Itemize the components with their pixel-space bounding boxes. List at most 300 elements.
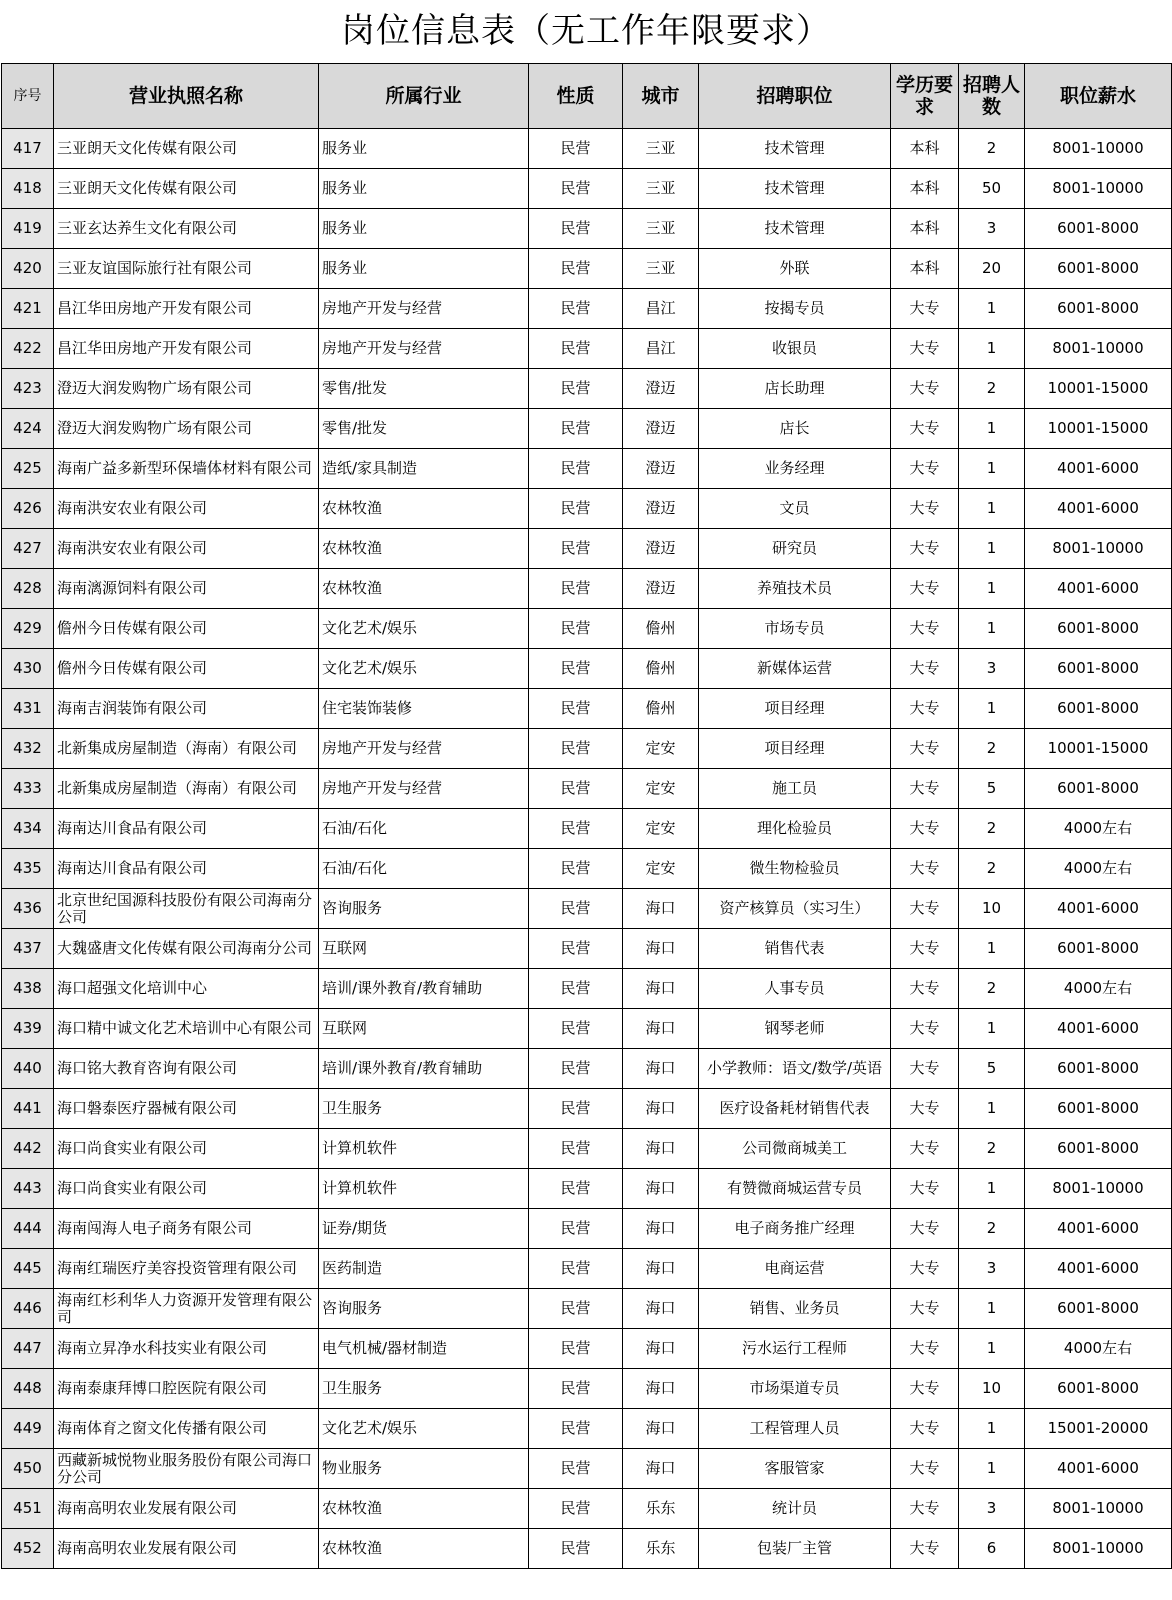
- cell-position: 店长: [699, 409, 891, 449]
- cell-seq: 441: [2, 1089, 54, 1129]
- cell-position: 市场渠道专员: [699, 1369, 891, 1409]
- cell-count: 1: [959, 449, 1025, 489]
- cell-seq: 440: [2, 1049, 54, 1089]
- header-education: 学历要求: [891, 64, 959, 129]
- cell-nature: 民营: [529, 929, 623, 969]
- cell-industry: 住宅装饰装修: [319, 689, 529, 729]
- header-salary: 职位薪水: [1025, 64, 1172, 129]
- cell-company: 海南泰康拜博口腔医院有限公司: [54, 1369, 319, 1409]
- cell-seq: 420: [2, 249, 54, 289]
- cell-position: 电商运营: [699, 1249, 891, 1289]
- cell-company: 西藏新城悦物业服务股份有限公司海口分公司: [54, 1449, 319, 1489]
- cell-city: 海口: [623, 1449, 699, 1489]
- table-row: [2, 1129, 1172, 1169]
- cell-city: 澄迈: [623, 409, 699, 449]
- cell-salary: 6001-8000: [1025, 209, 1172, 249]
- cell-count: 1: [959, 1009, 1025, 1049]
- cell-industry: 电气机械/器材制造: [319, 1329, 529, 1369]
- cell-nature: 民营: [529, 649, 623, 689]
- table-row: [2, 1169, 1172, 1209]
- table-row: [2, 1049, 1172, 1089]
- cell-nature: 民营: [529, 1049, 623, 1089]
- cell-nature: 民营: [529, 849, 623, 889]
- cell-nature: 民营: [529, 1209, 623, 1249]
- cell-city: 海口: [623, 1329, 699, 1369]
- cell-salary: 6001-8000: [1025, 1049, 1172, 1089]
- cell-position: 资产核算员（实习生）: [699, 889, 891, 929]
- cell-seq: 431: [2, 689, 54, 729]
- cell-nature: 民营: [529, 809, 623, 849]
- cell-seq: 439: [2, 1009, 54, 1049]
- cell-position: 销售代表: [699, 929, 891, 969]
- cell-count: 3: [959, 1249, 1025, 1289]
- cell-industry: 服务业: [319, 169, 529, 209]
- cell-education: 大专: [891, 1529, 959, 1569]
- cell-company: 海南洪安农业有限公司: [54, 529, 319, 569]
- cell-seq: 445: [2, 1249, 54, 1289]
- cell-salary: 6001-8000: [1025, 609, 1172, 649]
- cell-position: 包装厂主管: [699, 1529, 891, 1569]
- cell-nature: 民营: [529, 1129, 623, 1169]
- cell-seq: 425: [2, 449, 54, 489]
- cell-position: 文员: [699, 489, 891, 529]
- cell-seq: 449: [2, 1409, 54, 1449]
- cell-salary: 8001-10000: [1025, 329, 1172, 369]
- cell-company: 海南高明农业发展有限公司: [54, 1489, 319, 1529]
- cell-seq: 433: [2, 769, 54, 809]
- cell-nature: 民营: [529, 449, 623, 489]
- cell-city: 定安: [623, 809, 699, 849]
- table-row: [2, 649, 1172, 689]
- cell-nature: 民营: [529, 609, 623, 649]
- cell-city: 澄迈: [623, 569, 699, 609]
- cell-seq: 424: [2, 409, 54, 449]
- cell-company: 三亚朗天文化传媒有限公司: [54, 129, 319, 169]
- cell-industry: 服务业: [319, 129, 529, 169]
- cell-nature: 民营: [529, 1409, 623, 1449]
- cell-education: 大专: [891, 609, 959, 649]
- cell-city: 海口: [623, 969, 699, 1009]
- cell-city: 澄迈: [623, 449, 699, 489]
- cell-count: 1: [959, 1169, 1025, 1209]
- cell-education: 大专: [891, 1329, 959, 1369]
- cell-position: 工程管理人员: [699, 1409, 891, 1449]
- cell-seq: 418: [2, 169, 54, 209]
- cell-seq: 428: [2, 569, 54, 609]
- table-body: [2, 129, 1172, 1569]
- cell-company: 海南立昇净水科技实业有限公司: [54, 1329, 319, 1369]
- cell-count: 1: [959, 929, 1025, 969]
- cell-company: 儋州今日传媒有限公司: [54, 649, 319, 689]
- cell-position: 项目经理: [699, 729, 891, 769]
- cell-salary: 6001-8000: [1025, 1289, 1172, 1329]
- cell-nature: 民营: [529, 489, 623, 529]
- cell-industry: 文化艺术/娱乐: [319, 1409, 529, 1449]
- cell-company: 海口尚食实业有限公司: [54, 1169, 319, 1209]
- cell-position: 钢琴老师: [699, 1009, 891, 1049]
- cell-count: 6: [959, 1529, 1025, 1569]
- cell-education: 大专: [891, 1089, 959, 1129]
- table-row: [2, 889, 1172, 929]
- cell-industry: 医药制造: [319, 1249, 529, 1289]
- cell-company: 海口超强文化培训中心: [54, 969, 319, 1009]
- cell-count: 1: [959, 1449, 1025, 1489]
- cell-company: 昌江华田房地产开发有限公司: [54, 289, 319, 329]
- cell-company: 海南闯海人电子商务有限公司: [54, 1209, 319, 1249]
- cell-count: 1: [959, 329, 1025, 369]
- cell-salary: 4001-6000: [1025, 1209, 1172, 1249]
- cell-nature: 民营: [529, 409, 623, 449]
- cell-education: 大专: [891, 849, 959, 889]
- cell-seq: 419: [2, 209, 54, 249]
- cell-position: 统计员: [699, 1489, 891, 1529]
- cell-salary: 10001-15000: [1025, 369, 1172, 409]
- cell-education: 大专: [891, 1049, 959, 1089]
- cell-salary: 15001-20000: [1025, 1409, 1172, 1449]
- cell-education: 大专: [891, 449, 959, 489]
- cell-position: 电子商务推广经理: [699, 1209, 891, 1249]
- cell-education: 大专: [891, 649, 959, 689]
- cell-city: 海口: [623, 1409, 699, 1449]
- cell-city: 定安: [623, 849, 699, 889]
- header-position: 招聘职位: [699, 64, 891, 129]
- cell-education: 本科: [891, 209, 959, 249]
- cell-city: 海口: [623, 889, 699, 929]
- cell-count: 2: [959, 969, 1025, 1009]
- cell-position: 微生物检验员: [699, 849, 891, 889]
- cell-city: 海口: [623, 1089, 699, 1129]
- cell-position: 技术管理: [699, 129, 891, 169]
- cell-salary: 4001-6000: [1025, 449, 1172, 489]
- table-row: [2, 249, 1172, 289]
- cell-nature: 民营: [529, 1169, 623, 1209]
- table-row: [2, 849, 1172, 889]
- table-row: [2, 689, 1172, 729]
- cell-seq: 427: [2, 529, 54, 569]
- table-row: [2, 729, 1172, 769]
- cell-industry: 互联网: [319, 1009, 529, 1049]
- cell-company: 昌江华田房地产开发有限公司: [54, 329, 319, 369]
- cell-seq: 422: [2, 329, 54, 369]
- cell-nature: 民营: [529, 129, 623, 169]
- cell-company: 海南洪安农业有限公司: [54, 489, 319, 529]
- cell-company: 海口尚食实业有限公司: [54, 1129, 319, 1169]
- cell-city: 儋州: [623, 609, 699, 649]
- cell-count: 1: [959, 1089, 1025, 1129]
- table-row: [2, 1529, 1172, 1569]
- cell-city: 三亚: [623, 249, 699, 289]
- cell-industry: 房地产开发与经营: [319, 729, 529, 769]
- cell-count: 2: [959, 849, 1025, 889]
- cell-education: 大专: [891, 529, 959, 569]
- cell-seq: 426: [2, 489, 54, 529]
- cell-seq: 446: [2, 1289, 54, 1329]
- cell-industry: 物业服务: [319, 1449, 529, 1489]
- cell-education: 大专: [891, 409, 959, 449]
- cell-nature: 民营: [529, 689, 623, 729]
- cell-salary: 4000左右: [1025, 969, 1172, 1009]
- cell-position: 技术管理: [699, 169, 891, 209]
- cell-salary: 8001-10000: [1025, 129, 1172, 169]
- table-row: [2, 969, 1172, 1009]
- cell-count: 1: [959, 609, 1025, 649]
- cell-position: 医疗设备耗材销售代表: [699, 1089, 891, 1129]
- cell-nature: 民营: [529, 1089, 623, 1129]
- header-seq: 序号: [2, 64, 54, 129]
- cell-company: 三亚友谊国际旅行社有限公司: [54, 249, 319, 289]
- cell-salary: 10001-15000: [1025, 729, 1172, 769]
- cell-industry: 互联网: [319, 929, 529, 969]
- cell-nature: 民营: [529, 729, 623, 769]
- cell-count: 2: [959, 809, 1025, 849]
- cell-city: 昌江: [623, 289, 699, 329]
- table-row: [2, 1369, 1172, 1409]
- cell-position: 业务经理: [699, 449, 891, 489]
- cell-position: 人事专员: [699, 969, 891, 1009]
- cell-education: 大专: [891, 489, 959, 529]
- table-row: [2, 489, 1172, 529]
- page-title: 岗位信息表（无工作年限要求）: [341, 11, 831, 51]
- cell-company: 海南达川食品有限公司: [54, 849, 319, 889]
- cell-nature: 民营: [529, 1449, 623, 1489]
- cell-salary: 8001-10000: [1025, 1169, 1172, 1209]
- cell-industry: 农林牧渔: [319, 489, 529, 529]
- cell-count: 20: [959, 249, 1025, 289]
- cell-education: 大专: [891, 1369, 959, 1409]
- cell-salary: 4000左右: [1025, 809, 1172, 849]
- cell-education: 大专: [891, 1249, 959, 1289]
- cell-seq: 447: [2, 1329, 54, 1369]
- cell-position: 客服管家: [699, 1449, 891, 1489]
- cell-position: 市场专员: [699, 609, 891, 649]
- cell-position: 小学教师：语文/数学/英语: [699, 1049, 891, 1089]
- cell-education: 大专: [891, 1489, 959, 1529]
- cell-salary: 6001-8000: [1025, 289, 1172, 329]
- header-industry: 所属行业: [319, 64, 529, 129]
- table-row: [2, 169, 1172, 209]
- cell-nature: 民营: [529, 169, 623, 209]
- cell-position: 理化检验员: [699, 809, 891, 849]
- table-row: [2, 1089, 1172, 1129]
- cell-education: 大专: [891, 729, 959, 769]
- table-row: [2, 329, 1172, 369]
- cell-company: 海口精中诚文化艺术培训中心有限公司: [54, 1009, 319, 1049]
- cell-education: 大专: [891, 1289, 959, 1329]
- cell-city: 定安: [623, 729, 699, 769]
- header-company: 营业执照名称: [54, 64, 319, 129]
- cell-industry: 造纸/家具制造: [319, 449, 529, 489]
- cell-education: 大专: [891, 569, 959, 609]
- cell-company: 北新集成房屋制造（海南）有限公司: [54, 729, 319, 769]
- table-row: [2, 769, 1172, 809]
- cell-salary: 8001-10000: [1025, 169, 1172, 209]
- cell-position: 按揭专员: [699, 289, 891, 329]
- cell-city: 海口: [623, 1249, 699, 1289]
- table-row: [2, 609, 1172, 649]
- cell-education: 本科: [891, 249, 959, 289]
- cell-company: 儋州今日传媒有限公司: [54, 609, 319, 649]
- cell-company: 海南体育之窗文化传播有限公司: [54, 1409, 319, 1449]
- cell-city: 乐东: [623, 1529, 699, 1569]
- cell-position: 有赞微商城运营专员: [699, 1169, 891, 1209]
- cell-city: 海口: [623, 1289, 699, 1329]
- cell-nature: 民营: [529, 329, 623, 369]
- cell-company: 海南红杉利华人力资源开发管理有限公司: [54, 1289, 319, 1329]
- header-count: 招聘人数: [959, 64, 1025, 129]
- cell-industry: 农林牧渔: [319, 569, 529, 609]
- cell-education: 本科: [891, 129, 959, 169]
- cell-count: 1: [959, 1289, 1025, 1329]
- cell-industry: 证券/期货: [319, 1209, 529, 1249]
- cell-company: 海口磐泰医疗器械有限公司: [54, 1089, 319, 1129]
- cell-city: 乐东: [623, 1489, 699, 1529]
- cell-seq: 421: [2, 289, 54, 329]
- cell-education: 大专: [891, 1009, 959, 1049]
- cell-city: 儋州: [623, 689, 699, 729]
- cell-nature: 民营: [529, 1369, 623, 1409]
- cell-nature: 民营: [529, 569, 623, 609]
- cell-salary: 6001-8000: [1025, 929, 1172, 969]
- cell-company: 大魏盛唐文化传媒有限公司海南分公司: [54, 929, 319, 969]
- cell-education: 大专: [891, 969, 959, 1009]
- cell-salary: 4000左右: [1025, 849, 1172, 889]
- cell-salary: 6001-8000: [1025, 769, 1172, 809]
- cell-seq: 448: [2, 1369, 54, 1409]
- cell-education: 大专: [891, 289, 959, 329]
- cell-city: 澄迈: [623, 369, 699, 409]
- cell-count: 1: [959, 569, 1025, 609]
- cell-count: 5: [959, 1049, 1025, 1089]
- cell-seq: 434: [2, 809, 54, 849]
- cell-city: 三亚: [623, 129, 699, 169]
- table-row: [2, 129, 1172, 169]
- cell-count: 10: [959, 889, 1025, 929]
- table-row: [2, 1289, 1172, 1329]
- cell-seq: 436: [2, 889, 54, 929]
- cell-company: 三亚玄达养生文化有限公司: [54, 209, 319, 249]
- cell-company: 北新集成房屋制造（海南）有限公司: [54, 769, 319, 809]
- cell-nature: 民营: [529, 529, 623, 569]
- cell-salary: 4001-6000: [1025, 569, 1172, 609]
- cell-industry: 文化艺术/娱乐: [319, 609, 529, 649]
- cell-city: 海口: [623, 1169, 699, 1209]
- cell-seq: 452: [2, 1529, 54, 1569]
- cell-industry: 石油/石化: [319, 849, 529, 889]
- cell-industry: 计算机软件: [319, 1169, 529, 1209]
- table-row: [2, 1329, 1172, 1369]
- cell-industry: 石油/石化: [319, 809, 529, 849]
- cell-education: 大专: [891, 1129, 959, 1169]
- cell-education: 大专: [891, 809, 959, 849]
- cell-education: 大专: [891, 1409, 959, 1449]
- cell-position: 收银员: [699, 329, 891, 369]
- cell-city: 海口: [623, 1209, 699, 1249]
- cell-company: 北京世纪国源科技股份有限公司海南分公司: [54, 889, 319, 929]
- cell-company: 海南红瑞医疗美容投资管理有限公司: [54, 1249, 319, 1289]
- cell-company: 海南吉润装饰有限公司: [54, 689, 319, 729]
- cell-city: 澄迈: [623, 529, 699, 569]
- table-row: [2, 1009, 1172, 1049]
- cell-education: 大专: [891, 769, 959, 809]
- cell-seq: 417: [2, 129, 54, 169]
- cell-city: 定安: [623, 769, 699, 809]
- cell-company: 海南高明农业发展有限公司: [54, 1529, 319, 1569]
- cell-count: 1: [959, 1329, 1025, 1369]
- cell-count: 5: [959, 769, 1025, 809]
- cell-salary: 8001-10000: [1025, 1529, 1172, 1569]
- cell-industry: 培训/课外教育/教育辅助: [319, 969, 529, 1009]
- cell-company: 海南达川食品有限公司: [54, 809, 319, 849]
- cell-seq: 437: [2, 929, 54, 969]
- table-row: [2, 1409, 1172, 1449]
- cell-seq: 438: [2, 969, 54, 1009]
- cell-seq: 423: [2, 369, 54, 409]
- cell-nature: 民营: [529, 289, 623, 329]
- cell-city: 海口: [623, 1129, 699, 1169]
- cell-education: 大专: [891, 1209, 959, 1249]
- cell-city: 澄迈: [623, 489, 699, 529]
- cell-education: 大专: [891, 889, 959, 929]
- cell-salary: 4001-6000: [1025, 1449, 1172, 1489]
- cell-count: 1: [959, 489, 1025, 529]
- cell-position: 销售、业务员: [699, 1289, 891, 1329]
- cell-company: 三亚朗天文化传媒有限公司: [54, 169, 319, 209]
- table-row: [2, 449, 1172, 489]
- cell-salary: 4001-6000: [1025, 1009, 1172, 1049]
- cell-salary: 6001-8000: [1025, 1369, 1172, 1409]
- cell-nature: 民营: [529, 1289, 623, 1329]
- table-row: [2, 529, 1172, 569]
- cell-position: 店长助理: [699, 369, 891, 409]
- table-row: [2, 929, 1172, 969]
- cell-industry: 房地产开发与经营: [319, 769, 529, 809]
- cell-salary: 8001-10000: [1025, 1489, 1172, 1529]
- cell-count: 3: [959, 649, 1025, 689]
- cell-count: 3: [959, 209, 1025, 249]
- header-nature: 性质: [529, 64, 623, 129]
- cell-salary: 6001-8000: [1025, 1089, 1172, 1129]
- cell-nature: 民营: [529, 969, 623, 1009]
- cell-position: 施工员: [699, 769, 891, 809]
- cell-nature: 民营: [529, 1329, 623, 1369]
- cell-position: 项目经理: [699, 689, 891, 729]
- job-table: [1, 63, 1172, 1569]
- cell-seq: 432: [2, 729, 54, 769]
- cell-count: 1: [959, 409, 1025, 449]
- table-row: [2, 209, 1172, 249]
- cell-nature: 民营: [529, 1529, 623, 1569]
- table-row: [2, 1249, 1172, 1289]
- cell-company: 澄迈大润发购物广场有限公司: [54, 369, 319, 409]
- cell-industry: 卫生服务: [319, 1369, 529, 1409]
- cell-seq: 442: [2, 1129, 54, 1169]
- cell-salary: 10001-15000: [1025, 409, 1172, 449]
- cell-count: 2: [959, 129, 1025, 169]
- cell-salary: 8001-10000: [1025, 529, 1172, 569]
- cell-city: 昌江: [623, 329, 699, 369]
- cell-nature: 民营: [529, 249, 623, 289]
- cell-seq: 450: [2, 1449, 54, 1489]
- cell-city: 海口: [623, 929, 699, 969]
- table-row: [2, 409, 1172, 449]
- cell-industry: 农林牧渔: [319, 529, 529, 569]
- cell-nature: 民营: [529, 209, 623, 249]
- cell-count: 2: [959, 1129, 1025, 1169]
- cell-salary: 4000左右: [1025, 1329, 1172, 1369]
- cell-industry: 计算机软件: [319, 1129, 529, 1169]
- table-row: [2, 1449, 1172, 1489]
- cell-salary: 6001-8000: [1025, 689, 1172, 729]
